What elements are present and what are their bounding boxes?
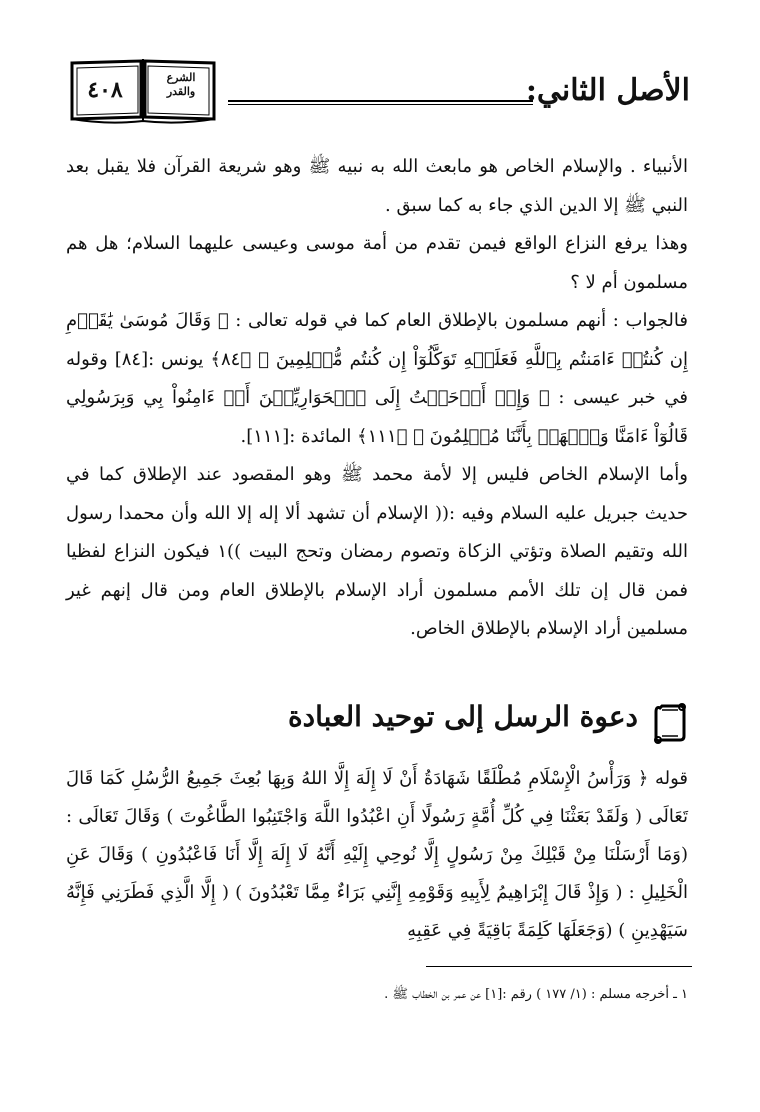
- paragraph-4: وأما الإسلام الخاص فليس إلا لأمة محمد ﷺ وهو المقصود عند الإطلاق كما في حديث جبريل عليه السلام وفيه :(( الإسلام أن تشهد ألا إله إلا الله وأن محمدا رسول الله وتقيم الصلاة وتؤتي الزكاة وتصوم رمضان وتحج البيت ))١ فيكون النزاع لفظيا فمن قال إن تلك الأمم مسلمون أراد الإسلام بالإطلاق العام ومن قال إنهم غير مسلمين أراد الإسلام بالإطلاق الخاص.: [66, 464, 688, 639]
- book-badge: [68, 55, 218, 125]
- body-text: [66, 148, 688, 649]
- chapter-title: الأصل الثاني:: [525, 73, 690, 108]
- book-title-line1: الشرع: [166, 71, 196, 84]
- page-number: ٤٠٨: [87, 77, 123, 103]
- footnote: ١ ـ أخرجه مسلم : (١/ ١٧٧ ) رقم :[١] عن عمر بن الخطاب ﷺ .: [384, 987, 688, 1002]
- section-heading: [66, 698, 688, 748]
- footnote-rule: [426, 966, 692, 967]
- header-rule: [228, 100, 533, 102]
- book-title-line2: والقدر: [166, 85, 196, 98]
- paragraph-2: وهذا يرفع النزاع الواقع فيمن تقدم من أمة موسى وعيسى عليهما السلام؛ هل هم مسلمون أم لا ؟: [66, 233, 688, 293]
- book-title: [150, 71, 212, 99]
- paragraph-3: فالجواب : أنهم مسلمون بالإطلاق العام كما في قوله تعالى : ﴿ وَقَالَ مُوسَىٰ يَٰقَوۡمِ إِن كُنتُمۡ ءَامَنتُم بِٱللَّهِ فَعَلَيۡهِ تَوَكَّلُوٓاْ إِن كُنتُم مُّسۡلِمِينَ ﴾ ﴿٨٤﴾ يونس :[٨٤] وقوله في خبر عيسى : ﴿ وَإِذۡ أَوۡحَيۡتُ إِلَى ٱلۡحَوَارِيِّـۧنَ أَنۡ ءَامِنُواْ بِي وَبِرَسُولِي قَالُوٓاْ ءَامَنَّا وَٱشۡهَدۡ بِأَنَّنَا مُسۡلِمُونَ ﴾ ﴿١١١﴾ المائدة :[١١١].: [66, 310, 688, 447]
- paragraph-1: الأنبياء . والإسلام الخاص هو مابعث الله به نبيه ﷺ وهو شريعة القرآن فلا يقبل بعد النبي ﷺ إلا الدين الذي جاء به كما سبق .: [66, 156, 688, 216]
- matn-paragraph: قوله ﴿ وَرَأْسُ الْإِسْلَامِ مُطْلَقًا شَهَادَةُ أَنْ لَا إِلَهَ إِلَّا اللهُ وَبِهَا بُعِثَ جَمِيعُ الرُّسُلِ كَمَا قَالَ تَعَالَى ( وَلَقَدْ بَعَثْنَا فِي كُلِّ أُمَّةٍ رَسُولًا أَنِ اعْبُدُوا اللَّهَ وَاجْتَنِبُوا الطَّاغُوتَ ) وَقَالَ تَعَالَى : (وَمَا أَرْسَلْنَا مِنْ قَبْلِكَ مِنْ رَسُولٍ إِلَّا نُوحِي إِلَيْهِ أَنَّهُ لَا إِلَهَ إِلَّا أَنَا فَاعْبُدُونِ ) وَقَالَ عَنِ الْخَلِيلِ : ( وَإِذْ قَالَ إِبْرَاهِيمُ لِأَبِيهِ وَقَوْمِهِ إِنَّنِي بَرَاءٌ مِمَّا تَعْبُدُونَ ) ( إِلَّا الَّذِي فَطَرَنِي فَإِنَّهُ سَيَهْدِينِ ) (وَجَعَلَهَا كَلِمَةً بَاقِيَةً فِي عَقِبِهِ: [66, 768, 688, 941]
- section-title: دعوة الرسل إلى توحيد العبادة: [287, 700, 638, 733]
- header-rule-thin: [228, 104, 533, 105]
- scroll-icon: [652, 702, 688, 744]
- matn-text: [66, 760, 688, 950]
